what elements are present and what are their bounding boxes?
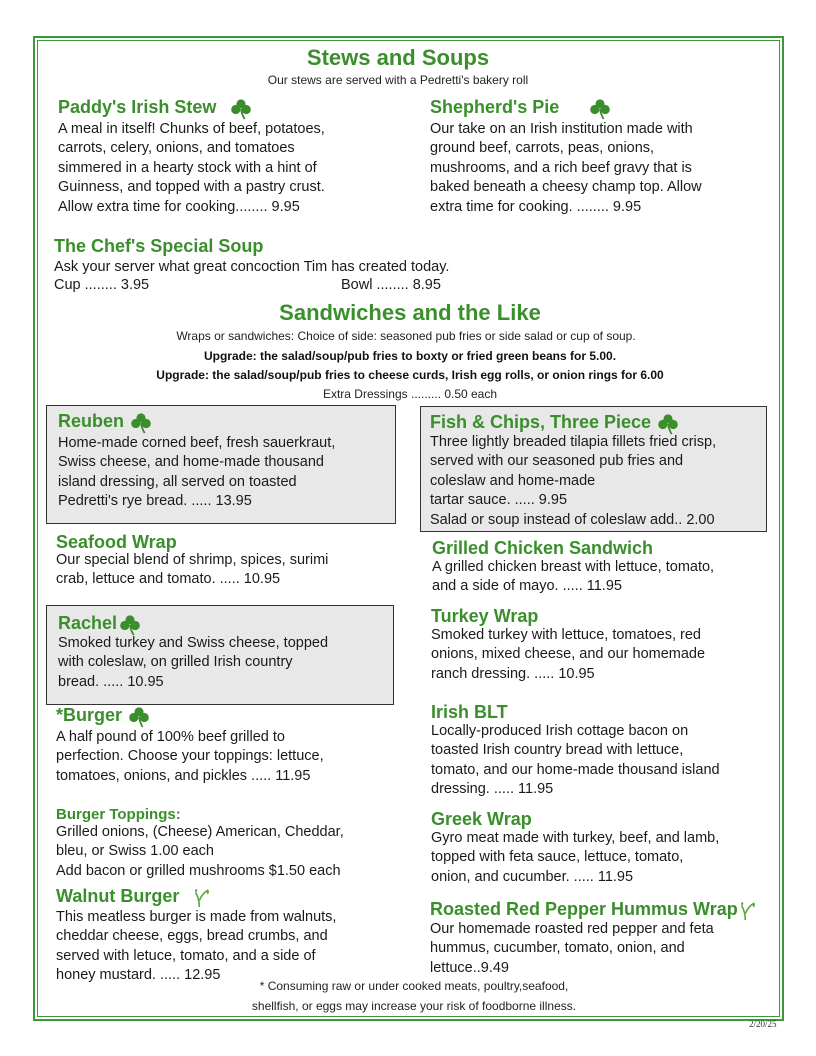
walnut-burger-item (56, 886, 211, 908)
shepherds-pie-title: Shepherd's Pie (430, 97, 560, 117)
reuben-item (58, 411, 152, 434)
greek-wrap-title: Greek Wrap (431, 809, 532, 829)
seafood-wrap-desc: Our special blend of shrimp, spices, surimi crab, lettuce and tomato. ..... 10.95 (56, 552, 329, 588)
upgrade-note-1: Upgrade: the salad/soup/pub fries to boxty or fried green beans for 5.00. (203, 349, 617, 363)
menu-date: 2/20/25 (749, 1019, 777, 1029)
irish-blt-desc: Locally-produced Irish cottage bacon on toasted Irish country bread with lettuce, tomato, and our home-made thousand island dressing. ..... 11.95 (431, 723, 720, 798)
sandwiches-heading: Sandwiches and the Like (279, 300, 541, 325)
paddy-stew-desc: A meal in itself! Chunks of beef, potatoes, carrots, celery, onions, and tomatoes simmered in a hearty stock with a hint of Guinness, and topped with a pastry crust. Allow extra time for cooking........ 9.95 (58, 121, 325, 215)
fish-chips-desc: Three lightly breaded tilapia fillets fried crisp, served with our seasoned pub fries and coleslaw and home-made tartar sauce. ..... 9.95 Salad or soup instead of coleslaw add.. 2.00 (430, 434, 717, 528)
irish-blt-title: Irish BLT (431, 702, 508, 722)
rachel-title: Rachel (58, 613, 118, 633)
reuben-desc: Home-made corned beef, fresh sauerkraut, Swiss cheese, and home-made thousand island dressing, all served on toasted Pedretti's rye bread. ..... 13.95 (58, 435, 336, 510)
stews-note: Our stews are served with a Pedretti's bakery roll (267, 73, 529, 87)
greek-wrap-desc: Gyro meat made with turkey, beef, and lamb, topped with feta sauce, lettuce, tomato, onion, and cucumber. ..... 11.95 (431, 830, 720, 885)
paddy-stew-title: Paddy's Irish Stew (58, 97, 217, 117)
shepherds-pie-desc: Our take on an Irish institution made with ground beef, carrots, peas, onions, mushrooms, and a rich beef gravy that is baked beneath a cheesy champ top. Allow extra time for cooking. ........ 9.95 (430, 121, 702, 215)
turkey-wrap-desc: Smoked turkey with lettuce, tomatoes, red onions, mixed cheese, and our homemade ranch dressing. ..... 10.95 (431, 627, 706, 682)
walnut-burger-desc: This meatless burger is made from walnuts, cheddar cheese, eggs, bread crumbs, and served with letuce, tomato, and a side of honey mustard. ..... 12.95 (56, 909, 337, 984)
rachel-item (58, 613, 141, 636)
burger-desc: A half pound of 100% beef grilled to perfection. Choose your toppings: lettuce, tomatoes, onions, and pickles ..... 11.95 (56, 729, 324, 784)
fish-chips-item (430, 412, 679, 435)
stews-heading: Stews and Soups (306, 45, 490, 70)
burger-toppings-title: Burger Toppings: (56, 806, 181, 823)
paddy-stew-item (58, 97, 252, 120)
shamrock-icon (119, 614, 141, 636)
upgrade-note-2: Upgrade: the salad/soup/pub fries to cheese curds, Irish egg rolls, or onion rings for 6.00 (156, 368, 664, 382)
rachel-desc: Smoked turkey and Swiss cheese, topped with coleslaw, on grilled Irish country bread. ..... 10.95 (58, 635, 329, 690)
grilled-chicken-title: Grilled Chicken Sandwich (432, 538, 654, 558)
fish-chips-title: Fish & Chips, Three Piece (430, 412, 652, 432)
extra-dressings-note: Extra Dressings ......... 0.50 each (322, 387, 498, 401)
food-safety-warning-line1: * Consuming raw or under cooked meats, poultry,seafood, (259, 979, 569, 993)
shamrock-icon (657, 413, 679, 435)
shepherds-pie-item (430, 97, 611, 120)
seafood-wrap-title: Seafood Wrap (56, 532, 177, 552)
hummus-wrap-item (430, 899, 757, 921)
hummus-wrap-desc: Our homemade roasted red pepper and feta hummus, cucumber, tomato, onion, and lettuce..9.49 (430, 921, 714, 976)
turkey-wrap-title: Turkey Wrap (431, 606, 539, 626)
shamrock-icon (230, 98, 252, 120)
vegetarian-sprout-icon (739, 901, 757, 921)
burger-item (56, 705, 150, 728)
hummus-wrap-title: Roasted Red Pepper Hummus Wrap (430, 899, 738, 919)
walnut-burger-title: Walnut Burger (56, 886, 180, 906)
vegetarian-sprout-icon (193, 888, 211, 908)
chef-soup-title: The Chef's Special Soup (54, 236, 264, 256)
burger-title: *Burger (56, 705, 123, 725)
burger-toppings-desc: Grilled onions, (Cheese) American, Cheddar, bleu, or Swiss 1.00 each Add bacon or grilled mushrooms $1.50 each (56, 824, 344, 879)
shamrock-icon (128, 706, 150, 728)
grilled-chicken-desc: A grilled chicken breast with lettuce, tomato, and a side of mayo. ..... 11.95 (432, 559, 715, 595)
reuben-title: Reuben (58, 411, 125, 431)
soup-bowl-price: Bowl ........ 8.95 (341, 277, 441, 293)
shamrock-icon (589, 98, 611, 120)
food-safety-warning-line2: shellfish, or eggs may increase your risk of foodborne illness. (251, 999, 577, 1013)
sides-note: Wraps or sandwiches: Choice of side: seasoned pub fries or side salad or cup of soup. (176, 329, 636, 343)
shamrock-icon (130, 412, 152, 434)
chef-soup-desc: Ask your server what great concoction Tim has created today. (54, 259, 450, 275)
soup-cup-price: Cup ........ 3.95 (54, 277, 150, 293)
